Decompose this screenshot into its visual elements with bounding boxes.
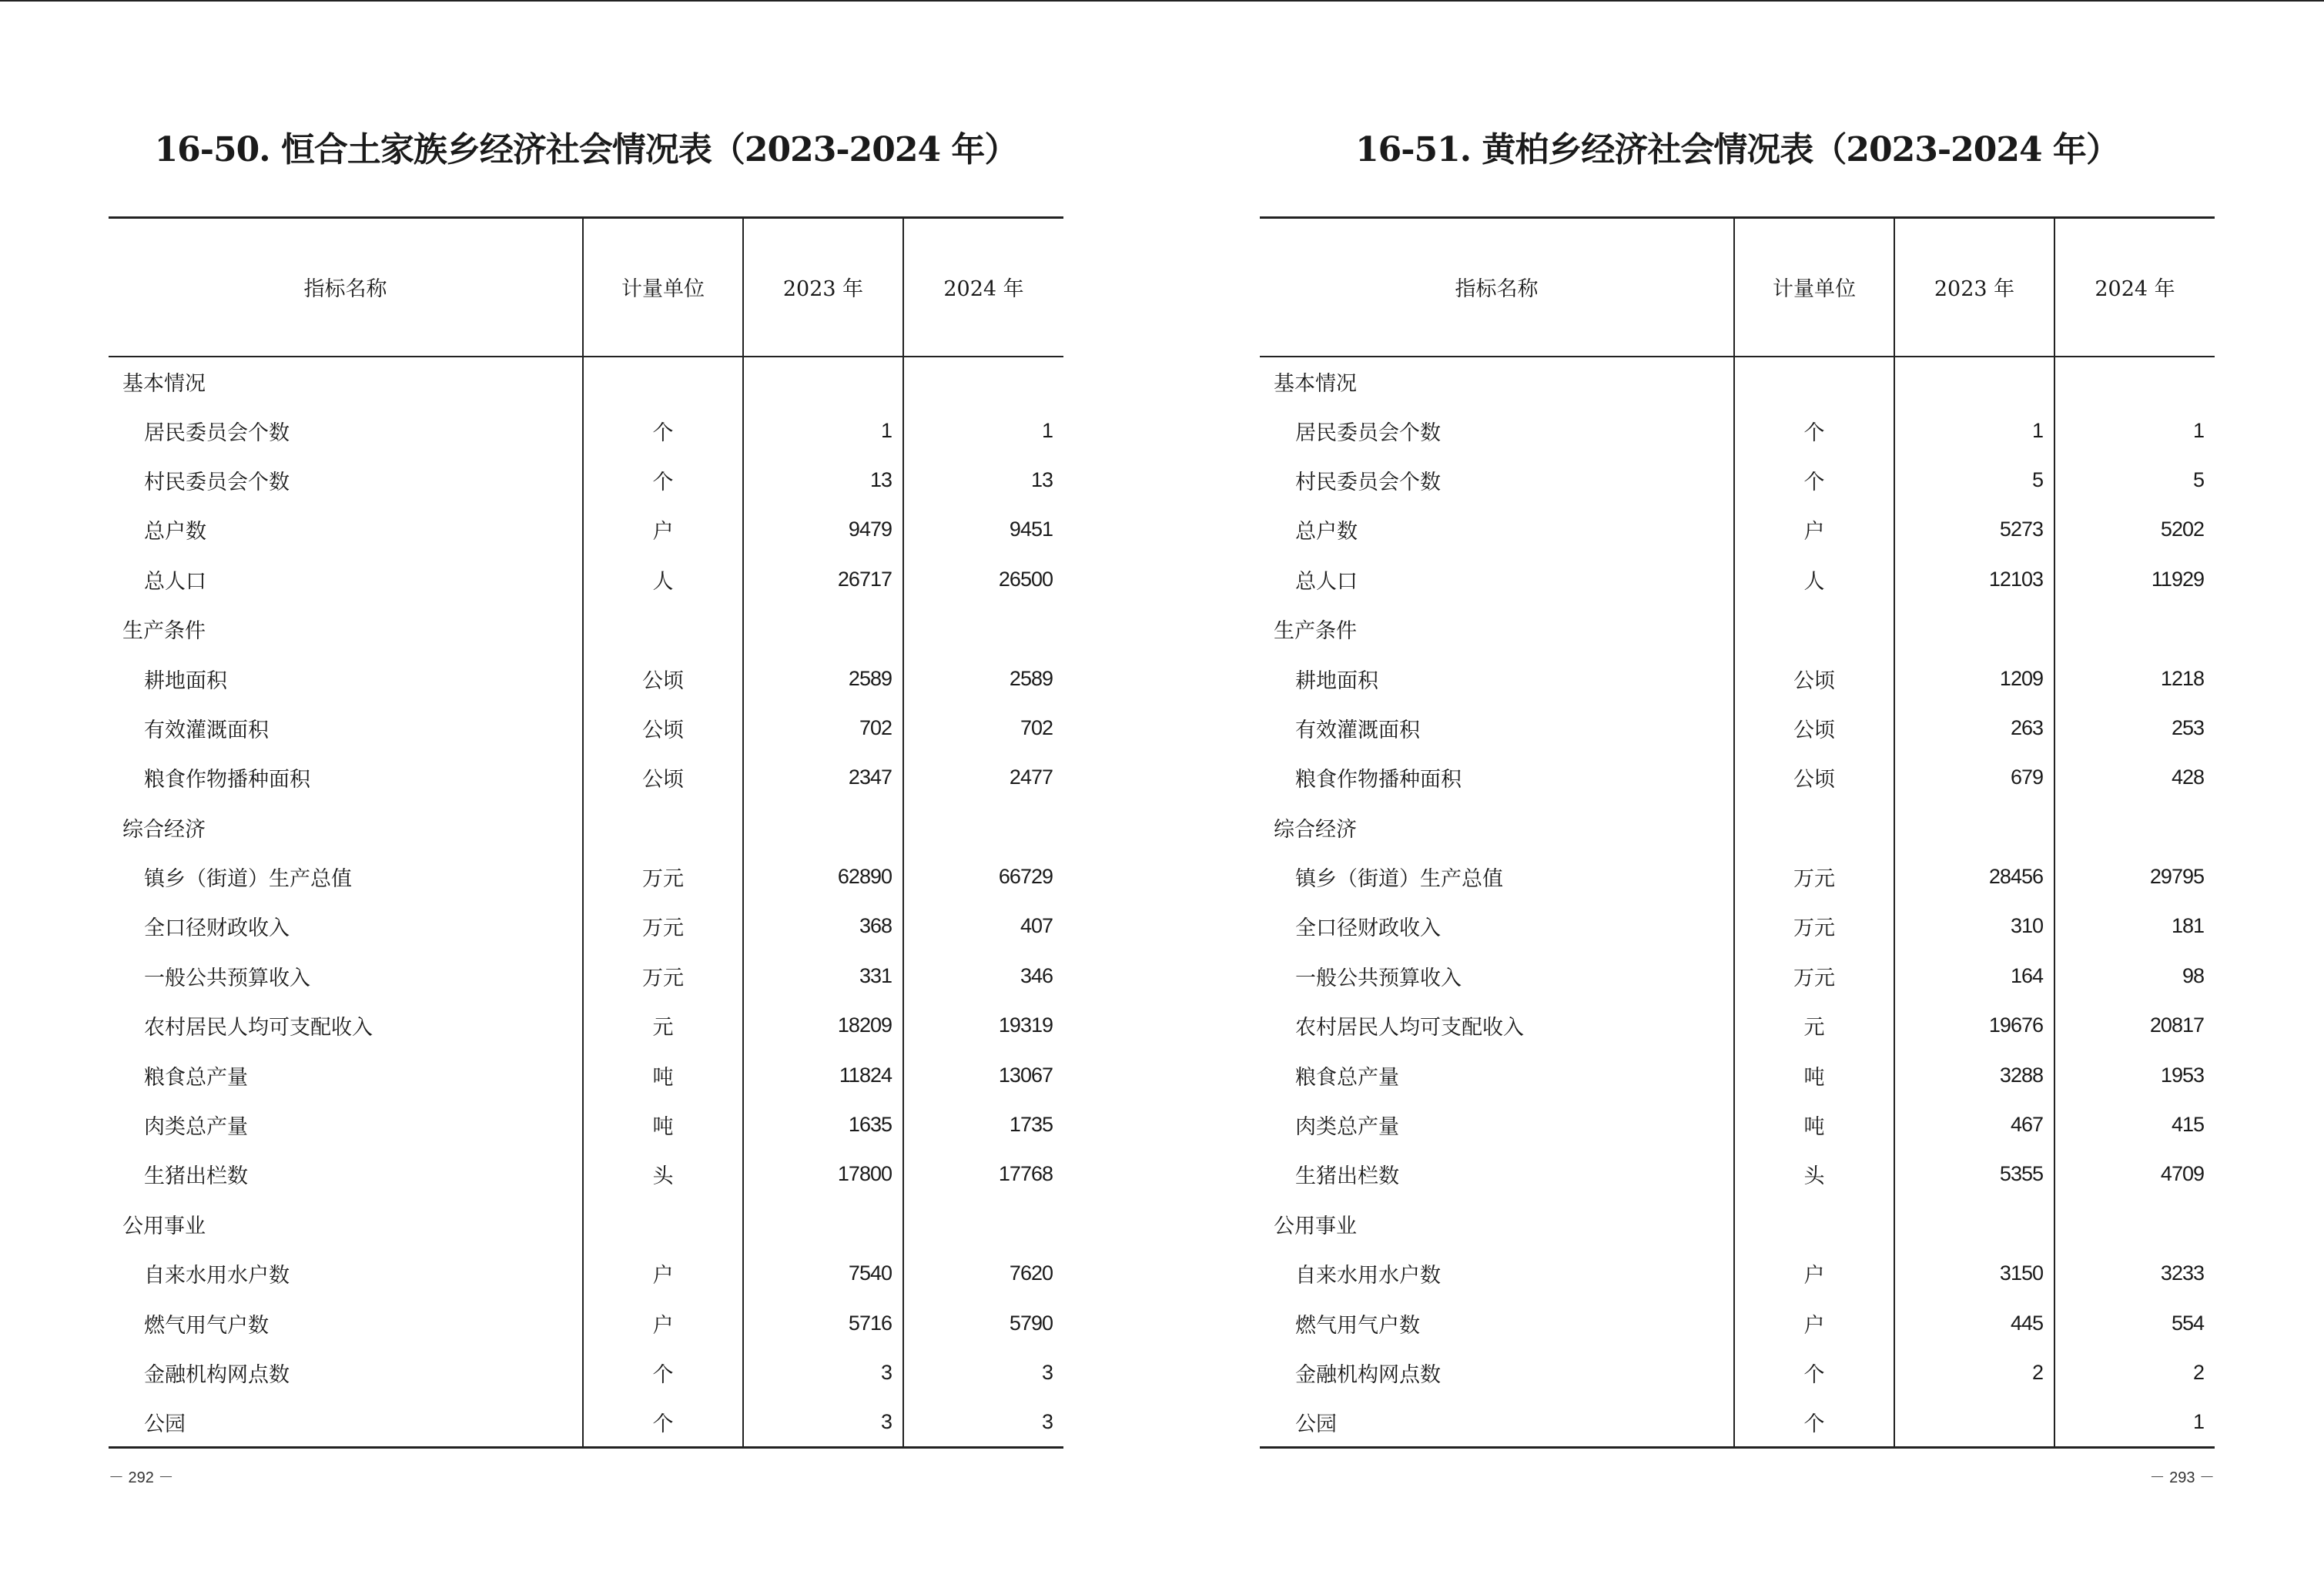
indicator-name-cell: 燃气用气户数 <box>144 1313 269 1338</box>
indicator-name-cell: 居民委员会个数 <box>1295 420 1441 445</box>
table-row <box>1260 406 2215 455</box>
value-2024-cell: 5 <box>2054 455 2215 504</box>
indicator-name-cell: 自来水用水户数 <box>1295 1264 1441 1288</box>
value-2024-cell: 13067 <box>903 1050 1063 1100</box>
value-2024-cell: 428 <box>2054 753 2215 802</box>
value-2024-cell: 2 <box>2054 1348 2215 1397</box>
value-2024-cell: 9451 <box>903 505 1063 554</box>
table-row <box>109 951 1063 1000</box>
value-2024-cell: 554 <box>2054 1298 2215 1348</box>
value-2023-cell: 5355 <box>1894 1150 2054 1199</box>
value-2023-cell: 28456 <box>1894 852 2054 901</box>
unit-cell <box>583 802 743 852</box>
unit-cell: 万元 <box>1734 852 1894 901</box>
category-row <box>1260 802 2215 852</box>
indicator-name-cell: 总人口 <box>1295 569 1358 594</box>
unit-cell: 个 <box>583 455 743 504</box>
unit-cell: 户 <box>1734 1298 1894 1348</box>
unit-cell: 个 <box>583 1398 743 1447</box>
value-2024-cell: 253 <box>2054 703 2215 752</box>
value-2023-cell: 9479 <box>743 505 903 554</box>
indicator-name-cell: 生猪出栏数 <box>144 1164 248 1189</box>
value-2023-cell <box>1894 1199 2054 1248</box>
indicator-name-cell: 总户数 <box>144 520 206 544</box>
value-2023-cell: 62890 <box>743 852 903 901</box>
table-row <box>109 852 1063 901</box>
value-2024-cell: 3 <box>903 1398 1063 1447</box>
value-2023-cell: 1 <box>743 406 903 455</box>
unit-cell: 万元 <box>583 852 743 901</box>
indicator-name-cell: 总户数 <box>1295 520 1358 544</box>
unit-cell: 户 <box>583 1249 743 1298</box>
indicator-name-cell: 村民委员会个数 <box>1295 470 1441 494</box>
indicator-name-cell: 粮食总产量 <box>1295 1065 1399 1090</box>
unit-cell: 人 <box>1734 554 1894 604</box>
unit-cell: 万元 <box>583 902 743 951</box>
unit-cell: 个 <box>1734 1398 1894 1447</box>
value-2024-cell: 3233 <box>2054 1249 2215 1298</box>
unit-cell <box>1734 357 1894 406</box>
indicator-name-cell: 有效灌溉面积 <box>144 718 269 742</box>
unit-cell: 元 <box>1734 1001 1894 1050</box>
unit-cell <box>583 357 743 406</box>
indicator-name-cell: 镇乡（街道）生产总值 <box>1295 867 1503 892</box>
value-2024-cell: 20817 <box>2054 1001 2215 1050</box>
header-row <box>109 218 1063 357</box>
value-2024-cell: 5202 <box>2054 505 2215 554</box>
indicator-name-cell: 村民委员会个数 <box>144 470 290 494</box>
unit-cell: 个 <box>1734 406 1894 455</box>
table-row <box>1260 1348 2215 1397</box>
table-row <box>109 1249 1063 1298</box>
page-number: － 292 － <box>109 1469 174 1486</box>
indicator-name-cell: 燃气用气户数 <box>1295 1313 1420 1338</box>
value-2024-cell: 346 <box>903 951 1063 1000</box>
unit-cell <box>583 604 743 653</box>
unit-cell <box>583 1199 743 1248</box>
table-row <box>1260 753 2215 802</box>
table-row <box>1260 703 2215 752</box>
header-indicator-name: 指标名称 <box>109 218 583 357</box>
table-row <box>109 505 1063 554</box>
unit-cell <box>1734 1199 1894 1248</box>
value-2024-cell: 1 <box>2054 1398 2215 1447</box>
indicator-name-cell: 综合经济 <box>1274 817 1357 842</box>
unit-cell: 公顷 <box>1734 703 1894 752</box>
table-row <box>1260 455 2215 504</box>
table-row <box>109 1001 1063 1050</box>
value-2023-cell: 164 <box>1894 951 2054 1000</box>
table-row <box>1260 1298 2215 1348</box>
category-row <box>109 802 1063 852</box>
indicator-name-cell: 肉类总产量 <box>144 1115 248 1140</box>
value-2023-cell: 5273 <box>1894 505 2054 554</box>
value-2024-cell: 13 <box>903 455 1063 504</box>
table-row <box>1260 1001 2215 1050</box>
header-indicator-name: 指标名称 <box>1260 218 1734 357</box>
value-2024-cell <box>903 604 1063 653</box>
value-2024-cell: 2589 <box>903 654 1063 703</box>
table-row <box>1260 1150 2215 1199</box>
indicator-name-cell: 公园 <box>109 1398 583 1447</box>
value-2024-cell: 7620 <box>903 1249 1063 1298</box>
table-row <box>109 1050 1063 1100</box>
table-row <box>1260 1050 2215 1100</box>
table-title: 16-50. 恒合土家族乡经济社会情况表（2023-2024 年） <box>154 130 1018 169</box>
category-row <box>109 604 1063 653</box>
table-row <box>1260 852 2215 901</box>
value-2023-cell <box>743 802 903 852</box>
value-2023-cell: 2 <box>1894 1348 2054 1397</box>
value-2023-cell: 5716 <box>743 1298 903 1348</box>
value-2024-cell: 702 <box>903 703 1063 752</box>
header-year-2023: 2023 年 <box>743 218 903 357</box>
value-2024-cell: 5790 <box>903 1298 1063 1348</box>
page-left <box>109 0 1063 1588</box>
table-row <box>1260 1249 2215 1298</box>
table-row <box>1260 1100 2215 1149</box>
indicator-name-cell: 农村居民人均可支配收入 <box>1295 1016 1524 1040</box>
header-year-2024: 2024 年 <box>903 218 1063 357</box>
indicator-name-cell: 生猪出栏数 <box>1295 1164 1399 1189</box>
value-2023-cell: 3 <box>743 1348 903 1397</box>
value-2023-cell: 3150 <box>1894 1249 2054 1298</box>
category-row <box>1260 604 2215 653</box>
value-2024-cell: 181 <box>2054 902 2215 951</box>
indicator-name-cell: 粮食作物播种面积 <box>144 768 310 792</box>
table-row <box>109 1298 1063 1348</box>
indicator-name-cell: 居民委员会个数 <box>144 420 290 445</box>
value-2023-cell <box>743 1199 903 1248</box>
indicator-name-cell: 有效灌溉面积 <box>1295 718 1420 742</box>
page-number: － 293 － <box>2149 1469 2215 1486</box>
value-2024-cell: 1 <box>2054 406 2215 455</box>
indicator-name-cell: 粮食作物播种面积 <box>1295 768 1462 792</box>
table-row <box>109 1150 1063 1199</box>
table-row <box>1260 505 2215 554</box>
indicator-name-cell: 耕地面积 <box>144 668 227 693</box>
value-2024-cell <box>2054 604 2215 653</box>
indicator-name-cell: 肉类总产量 <box>1295 1115 1399 1140</box>
value-2023-cell: 467 <box>1894 1100 2054 1149</box>
value-2024-cell: 19319 <box>903 1001 1063 1050</box>
unit-cell: 个 <box>583 406 743 455</box>
value-2024-cell <box>903 357 1063 406</box>
unit-cell: 户 <box>583 505 743 554</box>
value-2023-cell: 368 <box>743 902 903 951</box>
value-2023-cell: 1635 <box>743 1100 903 1149</box>
value-2024-cell <box>2054 802 2215 852</box>
value-2023-cell <box>1894 1398 2054 1447</box>
value-2023-cell: 3288 <box>1894 1050 2054 1100</box>
unit-cell: 个 <box>1734 1348 1894 1397</box>
table-row <box>109 455 1063 504</box>
indicator-name-cell: 耕地面积 <box>1295 668 1378 693</box>
value-2023-cell: 5 <box>1894 455 2054 504</box>
header-year-2023: 2023 年 <box>1894 218 2054 357</box>
indicator-name-cell: 金融机构网点数 <box>1295 1363 1441 1387</box>
indicator-name-cell: 总人口 <box>144 569 206 594</box>
unit-cell: 吨 <box>583 1100 743 1149</box>
value-2024-cell: 2477 <box>903 753 1063 802</box>
table-title: 16-51. 黄柏乡经济社会情况表（2023-2024 年） <box>1355 130 2119 169</box>
value-2023-cell: 7540 <box>743 1249 903 1298</box>
unit-cell: 公顷 <box>583 654 743 703</box>
header-unit: 计量单位 <box>1734 218 1894 357</box>
table-row <box>109 1348 1063 1397</box>
unit-cell: 公顷 <box>583 703 743 752</box>
indicator-name-cell: 基本情况 <box>122 371 206 396</box>
value-2024-cell: 1735 <box>903 1100 1063 1149</box>
category-row <box>1260 1199 2215 1248</box>
table-row <box>109 1100 1063 1149</box>
indicator-name-cell: 镇乡（街道）生产总值 <box>144 867 352 892</box>
page-right <box>1260 0 2215 1588</box>
value-2024-cell: 1 <box>903 406 1063 455</box>
indicator-name-cell: 综合经济 <box>122 817 206 842</box>
table-row <box>109 554 1063 604</box>
value-2024-cell: 11929 <box>2054 554 2215 604</box>
value-2023-cell <box>1894 357 2054 406</box>
value-2023-cell: 12103 <box>1894 554 2054 604</box>
value-2024-cell <box>903 1199 1063 1248</box>
header-year-2024: 2024 年 <box>2054 218 2215 357</box>
value-2023-cell: 11824 <box>743 1050 903 1100</box>
unit-cell <box>1734 802 1894 852</box>
value-2023-cell: 310 <box>1894 902 2054 951</box>
category-row <box>109 1199 1063 1248</box>
value-2024-cell: 98 <box>2054 951 2215 1000</box>
table-row <box>1260 654 2215 703</box>
statistics-table <box>109 216 1063 1449</box>
value-2023-cell: 13 <box>743 455 903 504</box>
value-2023-cell: 445 <box>1894 1298 2054 1348</box>
value-2023-cell <box>743 604 903 653</box>
statistics-table <box>1260 216 2215 1449</box>
value-2023-cell <box>1894 604 2054 653</box>
indicator-name-cell: 生产条件 <box>1274 619 1357 644</box>
value-2023-cell: 679 <box>1894 753 2054 802</box>
value-2023-cell: 2347 <box>743 753 903 802</box>
value-2024-cell: 26500 <box>903 554 1063 604</box>
unit-cell: 元 <box>583 1001 743 1050</box>
value-2024-cell: 1218 <box>2054 654 2215 703</box>
table-row <box>109 1398 1063 1447</box>
unit-cell: 吨 <box>583 1050 743 1100</box>
table-row <box>1260 1398 2215 1447</box>
value-2023-cell: 26717 <box>743 554 903 604</box>
value-2023-cell: 1 <box>1894 406 2054 455</box>
unit-cell: 公顷 <box>583 753 743 802</box>
value-2024-cell <box>2054 357 2215 406</box>
unit-cell: 个 <box>1734 455 1894 504</box>
header-row <box>1260 218 2215 357</box>
value-2023-cell: 18209 <box>743 1001 903 1050</box>
unit-cell: 吨 <box>1734 1050 1894 1100</box>
indicator-name-cell: 一般公共预算收入 <box>144 966 310 990</box>
table-row <box>109 703 1063 752</box>
indicator-name-cell: 金融机构网点数 <box>144 1363 290 1387</box>
table-row <box>1260 554 2215 604</box>
unit-cell: 万元 <box>1734 902 1894 951</box>
table-row <box>109 654 1063 703</box>
value-2023-cell: 702 <box>743 703 903 752</box>
value-2024-cell: 29795 <box>2054 852 2215 901</box>
table-row <box>109 406 1063 455</box>
table-row <box>1260 951 2215 1000</box>
value-2023-cell: 263 <box>1894 703 2054 752</box>
value-2024-cell: 1953 <box>2054 1050 2215 1100</box>
value-2024-cell: 66729 <box>903 852 1063 901</box>
value-2023-cell: 331 <box>743 951 903 1000</box>
table-row <box>109 902 1063 951</box>
indicator-name-cell: 生产条件 <box>122 619 206 644</box>
value-2024-cell: 3 <box>903 1348 1063 1397</box>
unit-cell: 公顷 <box>1734 753 1894 802</box>
indicator-name-cell: 全口径财政收入 <box>1295 916 1441 941</box>
unit-cell: 户 <box>1734 1249 1894 1298</box>
indicator-name-cell: 一般公共预算收入 <box>1295 966 1462 990</box>
indicator-name-cell: 基本情况 <box>1274 371 1357 396</box>
indicator-name-cell: 公用事业 <box>122 1214 206 1238</box>
indicator-name-cell: 自来水用水户数 <box>144 1264 290 1288</box>
unit-cell: 个 <box>583 1348 743 1397</box>
unit-cell: 头 <box>583 1150 743 1199</box>
category-row <box>109 357 1063 406</box>
value-2023-cell: 17800 <box>743 1150 903 1199</box>
value-2024-cell <box>2054 1199 2215 1248</box>
indicator-name-cell: 农村居民人均可支配收入 <box>144 1016 373 1040</box>
unit-cell: 公顷 <box>1734 654 1894 703</box>
value-2023-cell <box>743 357 903 406</box>
indicator-name-cell: 全口径财政收入 <box>144 916 290 941</box>
header-unit: 计量单位 <box>583 218 743 357</box>
unit-cell: 头 <box>1734 1150 1894 1199</box>
value-2023-cell <box>1894 802 2054 852</box>
indicator-name-cell: 粮食总产量 <box>144 1065 248 1090</box>
table-row <box>1260 902 2215 951</box>
category-row <box>1260 357 2215 406</box>
unit-cell: 人 <box>583 554 743 604</box>
value-2024-cell <box>903 802 1063 852</box>
unit-cell: 户 <box>583 1298 743 1348</box>
value-2023-cell: 19676 <box>1894 1001 2054 1050</box>
value-2024-cell: 415 <box>2054 1100 2215 1149</box>
indicator-name-cell: 公园 <box>1260 1398 1734 1447</box>
unit-cell: 万元 <box>583 951 743 1000</box>
unit-cell: 户 <box>1734 505 1894 554</box>
value-2024-cell: 4709 <box>2054 1150 2215 1199</box>
value-2024-cell: 407 <box>903 902 1063 951</box>
unit-cell: 万元 <box>1734 951 1894 1000</box>
unit-cell <box>1734 604 1894 653</box>
table-row <box>109 753 1063 802</box>
indicator-name-cell: 公用事业 <box>1274 1214 1357 1238</box>
value-2023-cell: 3 <box>743 1398 903 1447</box>
value-2024-cell: 17768 <box>903 1150 1063 1199</box>
value-2023-cell: 2589 <box>743 654 903 703</box>
unit-cell: 吨 <box>1734 1100 1894 1149</box>
value-2023-cell: 1209 <box>1894 654 2054 703</box>
